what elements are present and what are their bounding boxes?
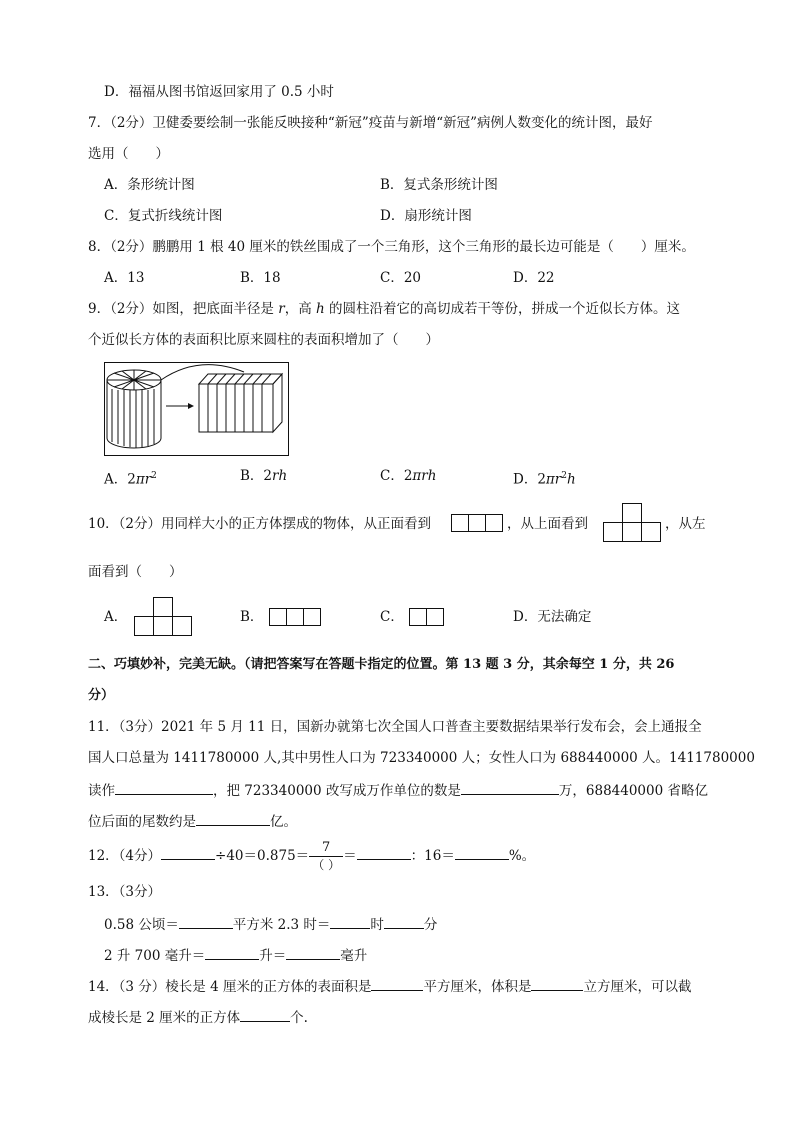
q11-line1: 11．（3分）2021 年 5 月 11 日，国新办就第七次全国人口普查主要数据结果举行发布会，会上通报全 <box>88 719 702 735</box>
q13-line2: 2 升 700 毫升＝ 升＝ 毫升 <box>104 944 367 966</box>
q14-line1: 14．（3 分）棱长是 4 厘米的正方体的表面积是 平方厘米，体积是 立方厘米，可以截 <box>88 975 691 997</box>
q12-line: 12．（4分） ÷40＝0.875＝ $\frac{7}{( )}$ ＝ ：16＝ %。 <box>88 840 536 872</box>
section-2-heading: 二、巧填妙补，完美无缺。（请把答案写在答题卡指定的位置。第 13 题 3 分，其余每空 1 分，共 26 <box>88 657 675 672</box>
q13-line1: 0.58 公顷＝ 平方米 2.3 时＝ 时 分 <box>104 913 437 935</box>
q7-option-c[interactable]: C．复式折线统计图 <box>104 208 223 224</box>
q7-stem-line1: 7．（2分）卫健委要绘制一张能反映接种“新冠”疫苗与新增“新冠”病例人数变化的统计图，最好 <box>88 115 653 131</box>
q6-option-d: D．福福从图书馆返回家用了 0.5 小时 <box>104 84 334 100</box>
q14-blank-count[interactable] <box>240 1006 290 1022</box>
q12-blank-1[interactable] <box>161 844 215 860</box>
q7-option-d[interactable]: D．扇形统计图 <box>380 208 472 224</box>
q9-option-a[interactable]: A．$2\pi r^2$ <box>104 471 157 488</box>
q11-line3: 读作 ，把 723340000 改写成万作单位的数是 万，688440000 省略亿 <box>88 779 708 801</box>
q12-fraction: $\frac{7}{( )}$ <box>309 841 343 872</box>
q13-blank-ml[interactable] <box>286 944 340 960</box>
cylinder-shape <box>107 370 161 448</box>
q10-stem-part2: ，从上面看到 <box>507 516 588 532</box>
arrow-icon <box>166 403 194 409</box>
q13-blank-sqm[interactable] <box>179 913 233 929</box>
q10-option-a-shape[interactable] <box>132 596 194 638</box>
q10-top-view <box>602 502 662 544</box>
q11-blank-wan[interactable] <box>461 779 559 795</box>
q7-option-b[interactable]: B．复式条形统计图 <box>380 177 498 193</box>
section-2-heading-cont: 分） <box>88 688 115 703</box>
q11-line2: 国人口总量为 1411780000 人,其中男性人口为 723340000 人；女性人口为 688440000 人。1411780000 <box>88 750 755 766</box>
cuboid-shape <box>199 374 282 432</box>
q13-blank-liter[interactable] <box>205 944 259 960</box>
q9-stem-line2: 个近似长方体的表面积比原来圆柱的表面积增加了（ ） <box>88 332 439 348</box>
q10-option-c[interactable]: C． <box>380 609 404 625</box>
q10-option-a[interactable]: A． <box>104 609 128 625</box>
q13-blank-hour[interactable] <box>330 913 370 929</box>
q14-blank-volume[interactable] <box>531 975 583 991</box>
q10-option-c-shape[interactable] <box>409 608 444 626</box>
q10-front-view <box>451 514 503 532</box>
q9-option-d[interactable]: D．$2\pi r^2h$ <box>513 471 576 488</box>
q10-stem-part3: ，从左 <box>665 516 706 532</box>
q8-option-d[interactable]: D．22 <box>513 270 555 286</box>
q9-cylinder-figure <box>104 362 290 456</box>
q8-stem: 8．（2分）鹏鹏用 1 根 40 厘米的铁丝围成了一个三角形，这个三角形的最长边可能是（ ）厘米。 <box>88 239 695 255</box>
q10-stem-line2: 面看到（ ） <box>88 564 183 580</box>
q9-option-b[interactable]: B．2rh <box>240 468 288 484</box>
q9-option-c[interactable]: C．2πrh <box>380 468 437 484</box>
q14-blank-area[interactable] <box>371 975 423 991</box>
q10-option-d[interactable]: D．无法确定 <box>513 609 592 625</box>
q13-blank-minute[interactable] <box>384 913 424 929</box>
q13-label: 13．（3分） <box>88 884 162 900</box>
q8-option-c[interactable]: C．20 <box>380 270 422 286</box>
q11-blank-yi[interactable] <box>196 810 270 826</box>
q7-option-a[interactable]: A．条形统计图 <box>104 177 195 193</box>
q10-option-b[interactable]: B． <box>240 609 264 625</box>
q10-stem-part1: 10．（2分）用同样大小的正方体摆成的物体，从正面看到 <box>88 516 432 532</box>
q8-option-b[interactable]: B．18 <box>240 270 281 286</box>
q12-blank-2[interactable] <box>357 844 411 860</box>
q11-line4: 位后面的尾数约是 亿。 <box>88 810 297 832</box>
q12-blank-3[interactable] <box>455 844 509 860</box>
q14-line2: 成棱长是 2 厘米的正方体 个. <box>88 1006 308 1028</box>
q8-option-a[interactable]: A．13 <box>104 270 145 286</box>
q10-option-b-shape[interactable] <box>269 608 321 626</box>
q11-blank-reading[interactable] <box>115 779 213 795</box>
q9-stem-line1: 9．（2分）如图，把底面半径是 r，高 h 的圆柱沿着它的高切成若干等份，拼成一个近似长方体。这 <box>88 301 680 317</box>
q7-stem-line2: 选用（ ） <box>88 146 169 162</box>
